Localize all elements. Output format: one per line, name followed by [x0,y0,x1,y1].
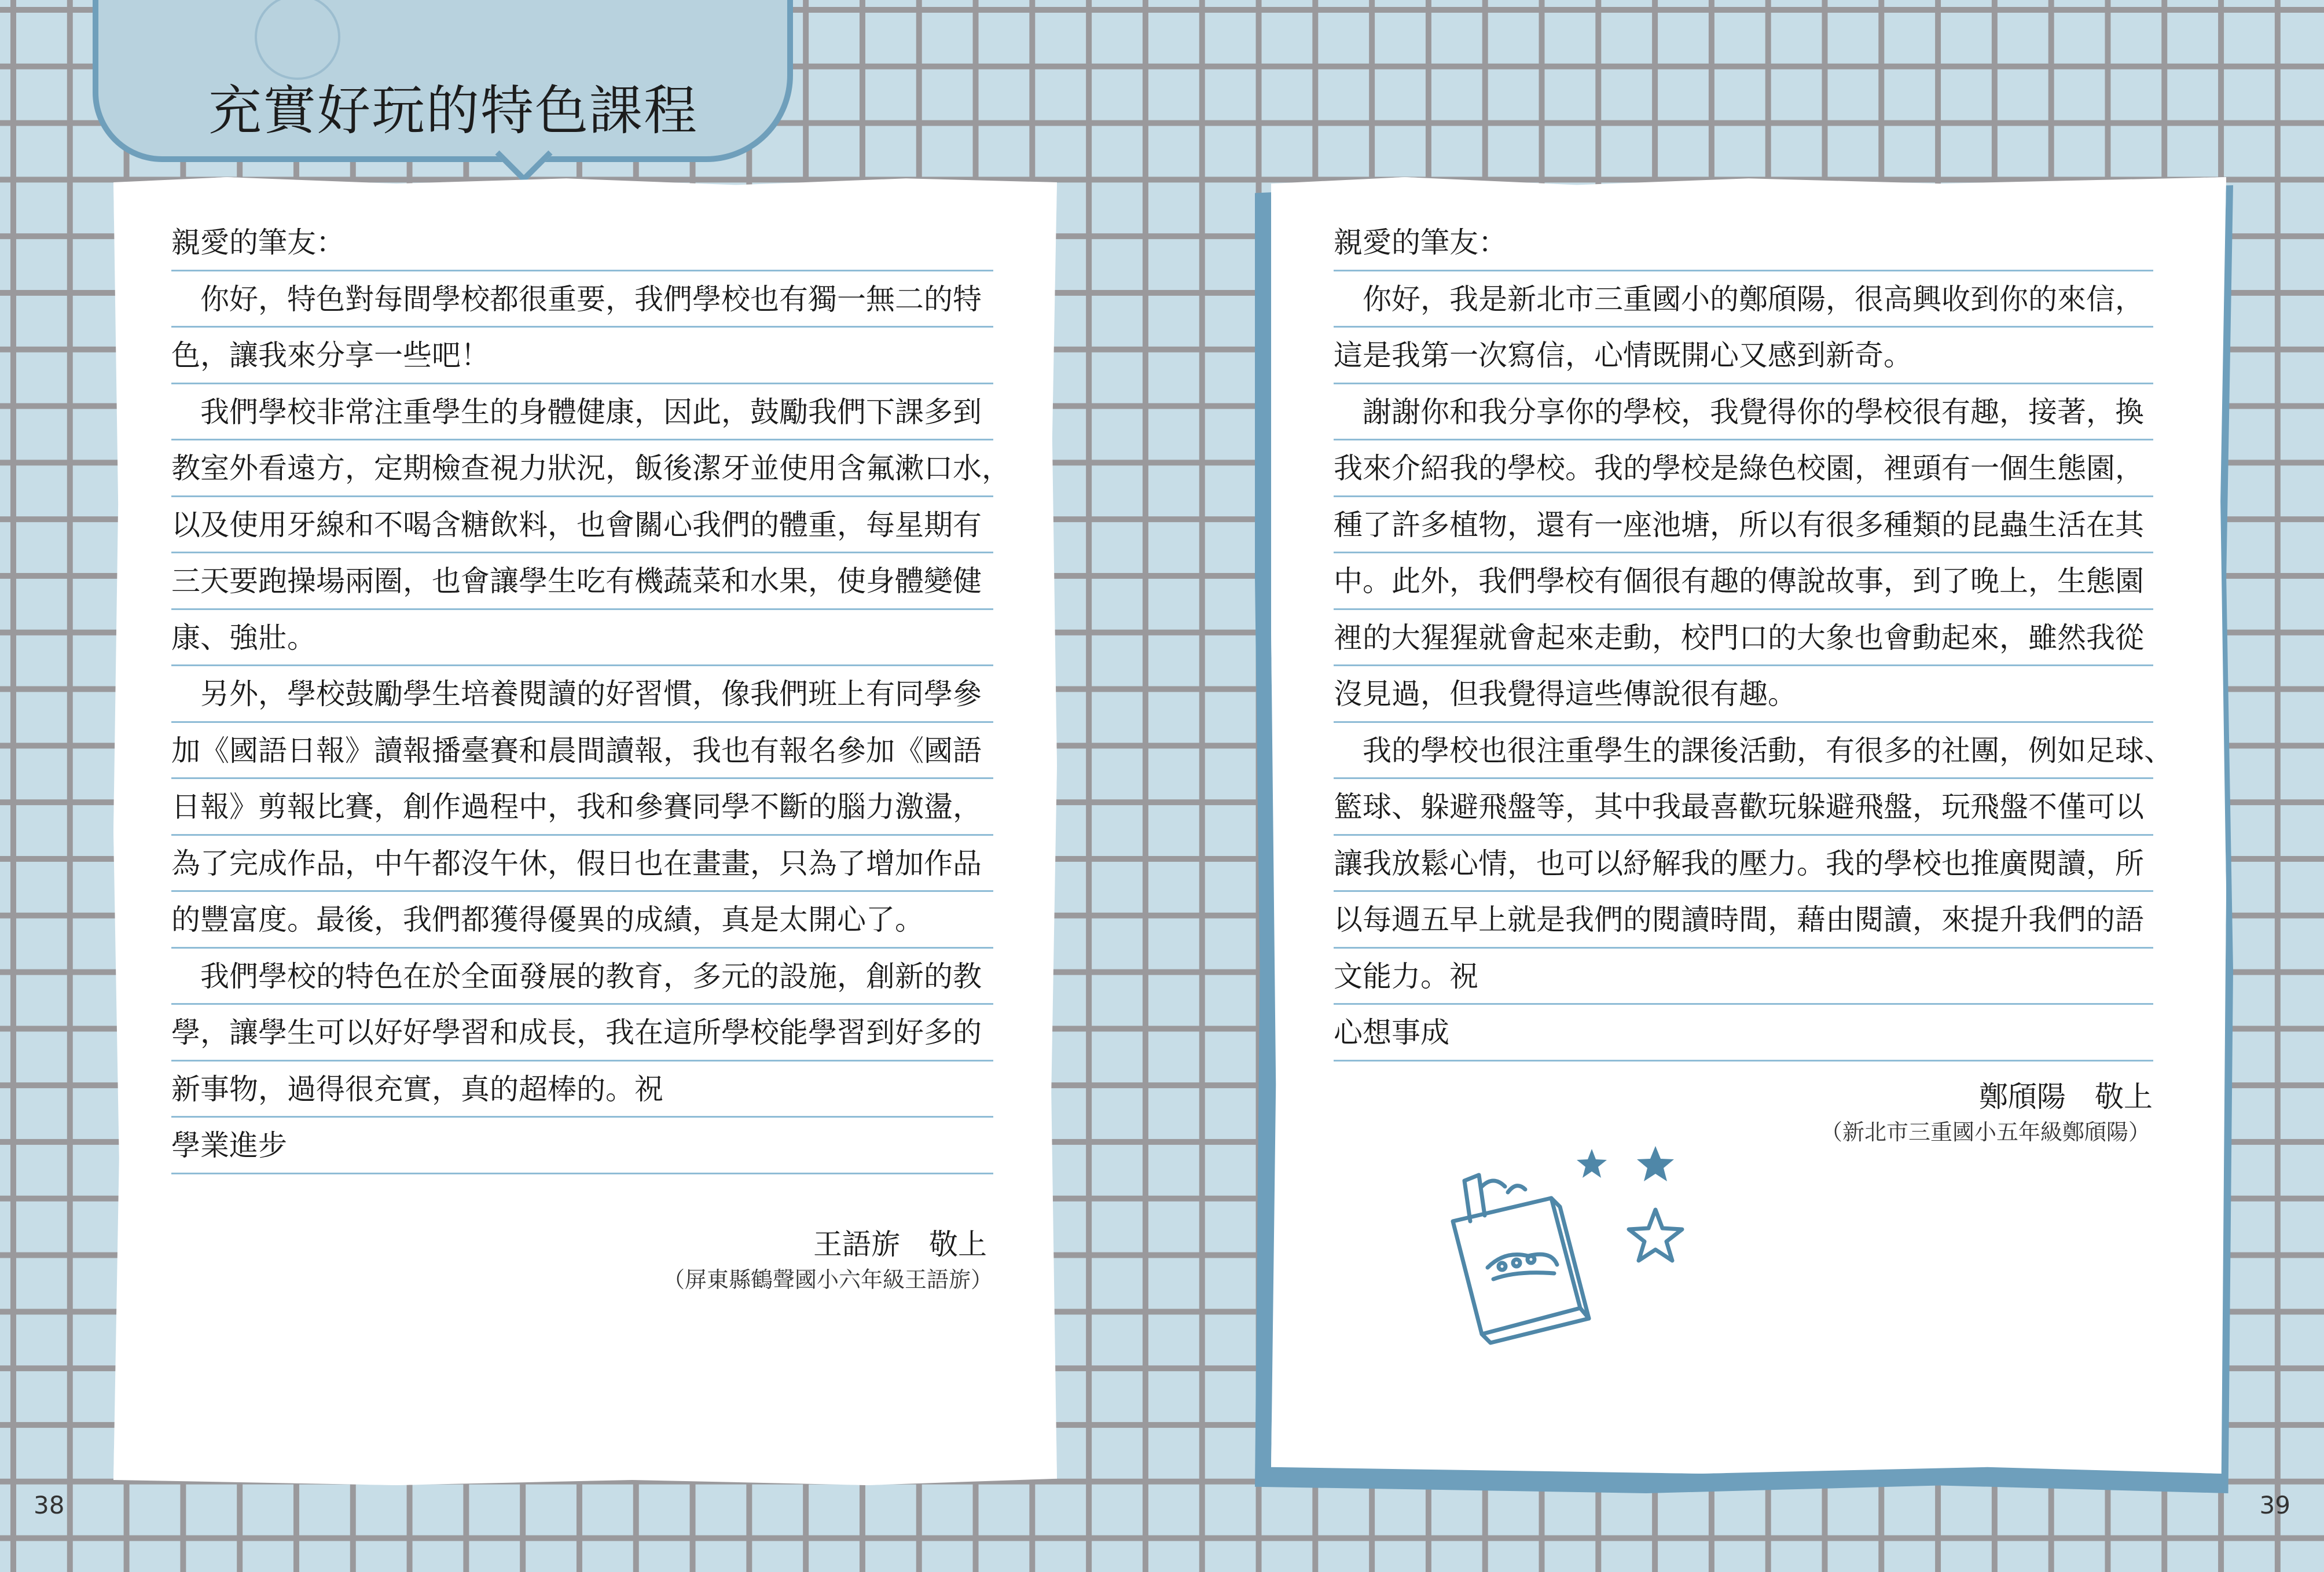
letter-line: 沒見過，但我覺得這些傳說很有趣。 [1334,666,2153,723]
letter-line: 你好，我是新北市三重國小的鄭頎陽，很高興收到你的來信， [1334,271,2153,328]
letter-line: 你好，特色對每間學校都很重要，我們學校也有獨一無二的特 [171,271,993,328]
letter-line: 親愛的筆友： [1334,215,2153,271]
letter-line: 裡的大猩猩就會起來走動，校門口的大象也會動起來，雖然我從 [1334,610,2153,667]
letter-line: 我們學校非常注重學生的身體健康，因此，鼓勵我們下課多到 [171,384,993,441]
letter-line: 我的學校也很注重學生的課後活動，有很多的社團，例如足球、 [1334,723,2153,780]
letter-line: 另外，學校鼓勵學生培養閱讀的好習慣，像我們班上有同學參 [171,666,993,723]
letter-line: 種了許多植物，還有一座池塘，所以有很多種類的昆蟲生活在其 [1334,497,2153,554]
letter-line: 學業進步 [171,1118,993,1174]
letter-line: 我來介紹我的學校。我的學校是綠色校園，裡頭有一個生態園， [1334,440,2153,497]
letter-line: 以及使用牙線和不喝含糖飲料，也會關心我們的體重，每星期有 [171,497,993,554]
letter-line: 的豐富度。最後，我們都獲得優異的成績，真是太開心了。 [171,892,993,949]
letter-line: 三天要跑操場兩圈，也會讓學生吃有機蔬菜和水果，使身體變健 [171,553,993,610]
letter-line: 籃球、躲避飛盤等，其中我最喜歡玩躲避飛盤，玩飛盤不僅可以 [1334,779,2153,836]
letter-line: 日報》剪報比賽，創作過程中，我和參賽同學不斷的腦力激盪， [171,779,993,836]
letter-line: 色，讓我來分享一些吧！ [171,328,993,384]
letter-line: 親愛的筆友： [171,215,993,271]
right-letter-body [1334,215,2173,1062]
page-number-left: 38 [34,1491,65,1519]
left-letter-body [171,215,1011,1174]
letter-line: 這是我第一次寫信，心情既開心又感到新奇。 [1334,328,2153,384]
letter-line: 新事物，過得很充實，真的超棒的。祝 [171,1062,993,1118]
star-doodle-icon [1574,1143,1690,1195]
letter-line: 文能力。祝 [1334,949,2153,1005]
letter-line: 讓我放鬆心情，也可以紓解我的壓力。我的學校也推廣閱讀，所 [1334,836,2153,892]
right-signature: 鄭頎陽 敬上 [1979,1080,2153,1114]
right-source-note: （新北市三重國小五年級鄭頎陽） [1820,1119,2150,1145]
letter-line: 我們學校的特色在於全面發展的教育，多元的設施，創新的教 [171,949,993,1005]
letter-line: 康、強壯。 [171,610,993,667]
letter-line: 謝謝你和我分享你的學校，我覺得你的學校很有趣，接著，換 [1334,384,2153,441]
letter-line: 為了完成作品，中午都沒午休，假日也在畫畫，只為了增加作品 [171,836,993,892]
letter-line: 學，讓學生可以好好學習和成長，我在這所學校能學習到好多的 [171,1005,993,1062]
letter-line: 心想事成 [1334,1005,2153,1062]
letter-line: 教室外看遠方，定期檢查視力狀況，飯後潔牙並使用含氟漱口水， [171,440,993,497]
letter-line: 中。此外，我們學校有個很有趣的傳說故事，到了晚上，生態園 [1334,553,2153,610]
left-signature: 王語旂 敬上 [813,1228,987,1261]
page-title: 充實好玩的特色課程 [208,80,699,142]
letter-line: 以每週五早上就是我們的閱讀時間，藉由閱讀，來提升我們的語 [1334,892,2153,949]
letter-line: 加《國語日報》讀報播臺賽和晨間讀報，我也有報名參加《國語 [171,723,993,780]
page-number-right: 39 [2259,1491,2290,1519]
left-source-note: （屏東縣鶴聲國小六年級王語旂） [662,1267,993,1292]
